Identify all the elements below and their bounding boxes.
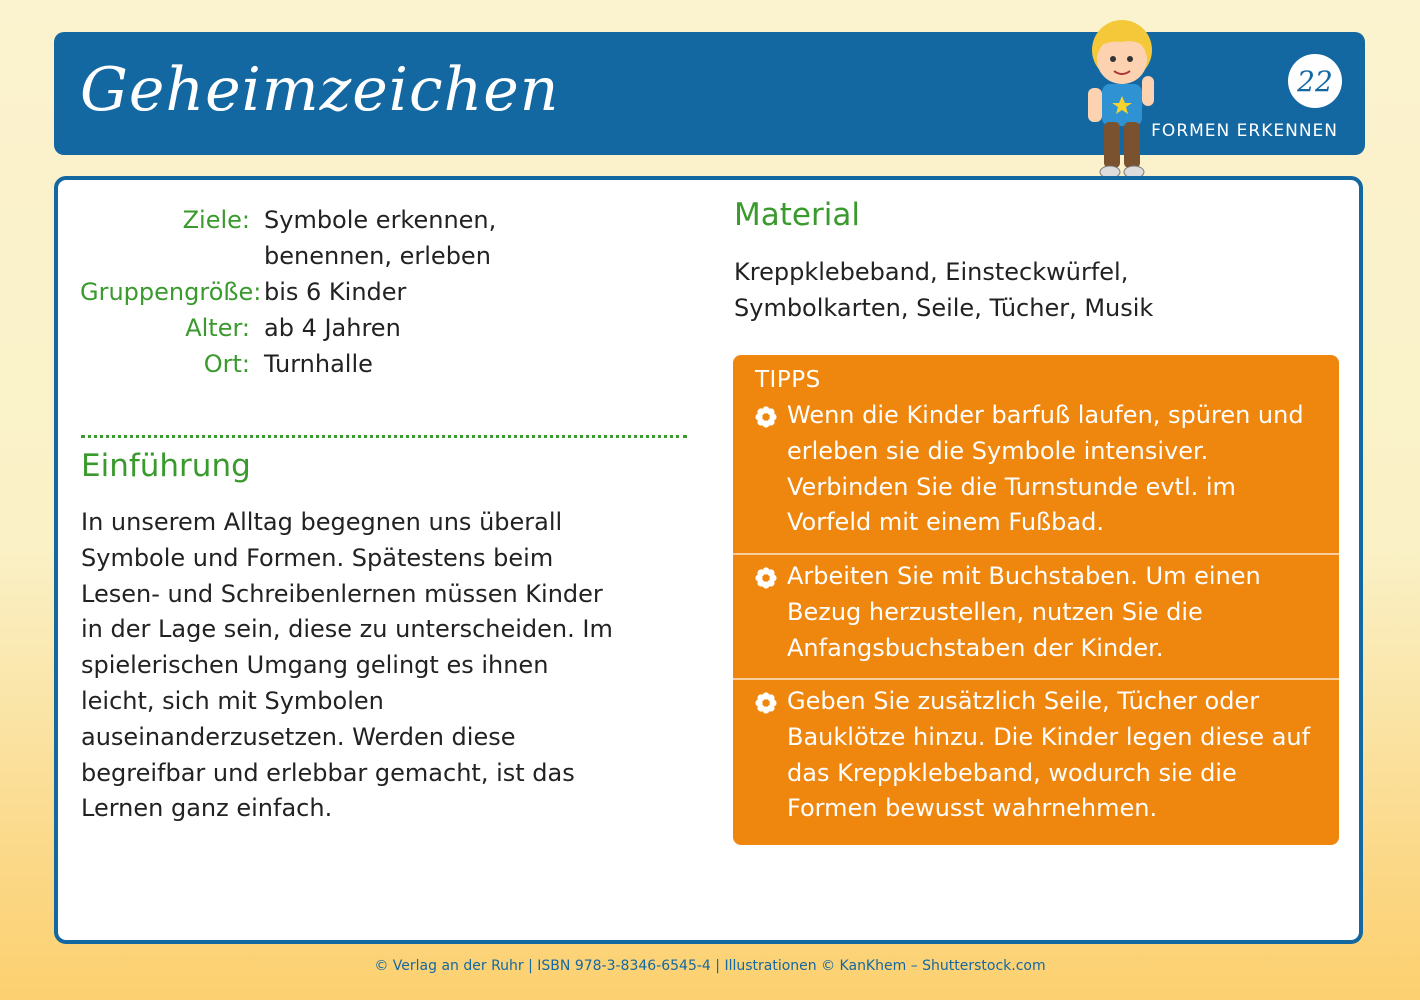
meta-row-age: [80, 310, 690, 346]
tip-separator: [733, 553, 1339, 555]
page-number-badge: 22: [1288, 54, 1342, 108]
meta-value: ab 4 Jahren: [264, 314, 401, 342]
boy-illustration: [1072, 14, 1172, 182]
material-text: Kreppklebeband, Einsteckwürfel, Symbolkarten, Seile, Tücher, Musik: [734, 258, 1154, 322]
introduction-heading: Einführung: [81, 448, 251, 484]
meta-label: Ziele:: [182, 206, 250, 234]
tip-text: Arbeiten Sie mit Buchstaben. Um einen Bezug herzustellen, nutzen Sie die Anfangsbuchstaben der Kinder.: [787, 562, 1261, 662]
introduction-text: In unserem Alltag begegnen uns überall Symbole und Formen. Spätestens beim Lesen- und Schreibenlernen müssen Kinder in der Lage sein, diese zu unterscheiden. Im spielerischen Umgang gelingt es ihnen leicht, sich mit Symbolen auseinanderzusetzen. Werden diese begreifbar und erlebbar gemacht, ist das Lernen ganz einfach.: [81, 508, 613, 823]
meta-row-goals: [80, 202, 690, 274]
meta-label: Alter:: [185, 314, 250, 342]
footer-copyright: © Verlag an der Ruhr | ISBN 978-3-8346-6545-4 | Illustrationen © KanKhem – Shutterstock.com: [374, 958, 1046, 974]
tip-item: [755, 684, 1325, 827]
tip-separator: [733, 678, 1339, 680]
tip-text: Wenn die Kinder barfuß laufen, spüren und erleben sie die Symbole intensiver. Verbinden Sie die Turnstunde evtl. im Vorfeld mit einem Fußbad.: [787, 401, 1304, 537]
meta-value: bis 6 Kinder: [264, 278, 407, 306]
meta-label: Gruppengröße:: [80, 278, 262, 306]
meta-row-location: [80, 346, 690, 382]
tips-heading: TIPPS: [755, 367, 821, 393]
page-title: Geheimzeichen: [80, 55, 560, 125]
flower-icon: [755, 692, 777, 714]
activity-meta: [80, 202, 690, 382]
flower-icon: [755, 406, 777, 428]
category-label: FORMEN ERKENNEN: [1151, 121, 1338, 141]
meta-row-group-size: [80, 274, 690, 310]
meta-value: Symbole erkennen, benennen, erleben: [264, 206, 497, 270]
tips-box: [733, 355, 1339, 845]
meta-label: Ort:: [203, 350, 250, 378]
tip-item: [755, 559, 1325, 666]
tip-text: Geben Sie zusätzlich Seile, Tücher oder Bauklötze hinzu. Die Kinder legen diese auf das Kreppklebeband, wodurch sie die Formen bewusst wahrnehmen.: [787, 687, 1311, 823]
material-heading: Material: [734, 197, 860, 233]
section-divider: [81, 435, 687, 438]
tip-item: [755, 398, 1325, 541]
meta-value: Turnhalle: [264, 350, 373, 378]
flower-icon: [755, 567, 777, 589]
